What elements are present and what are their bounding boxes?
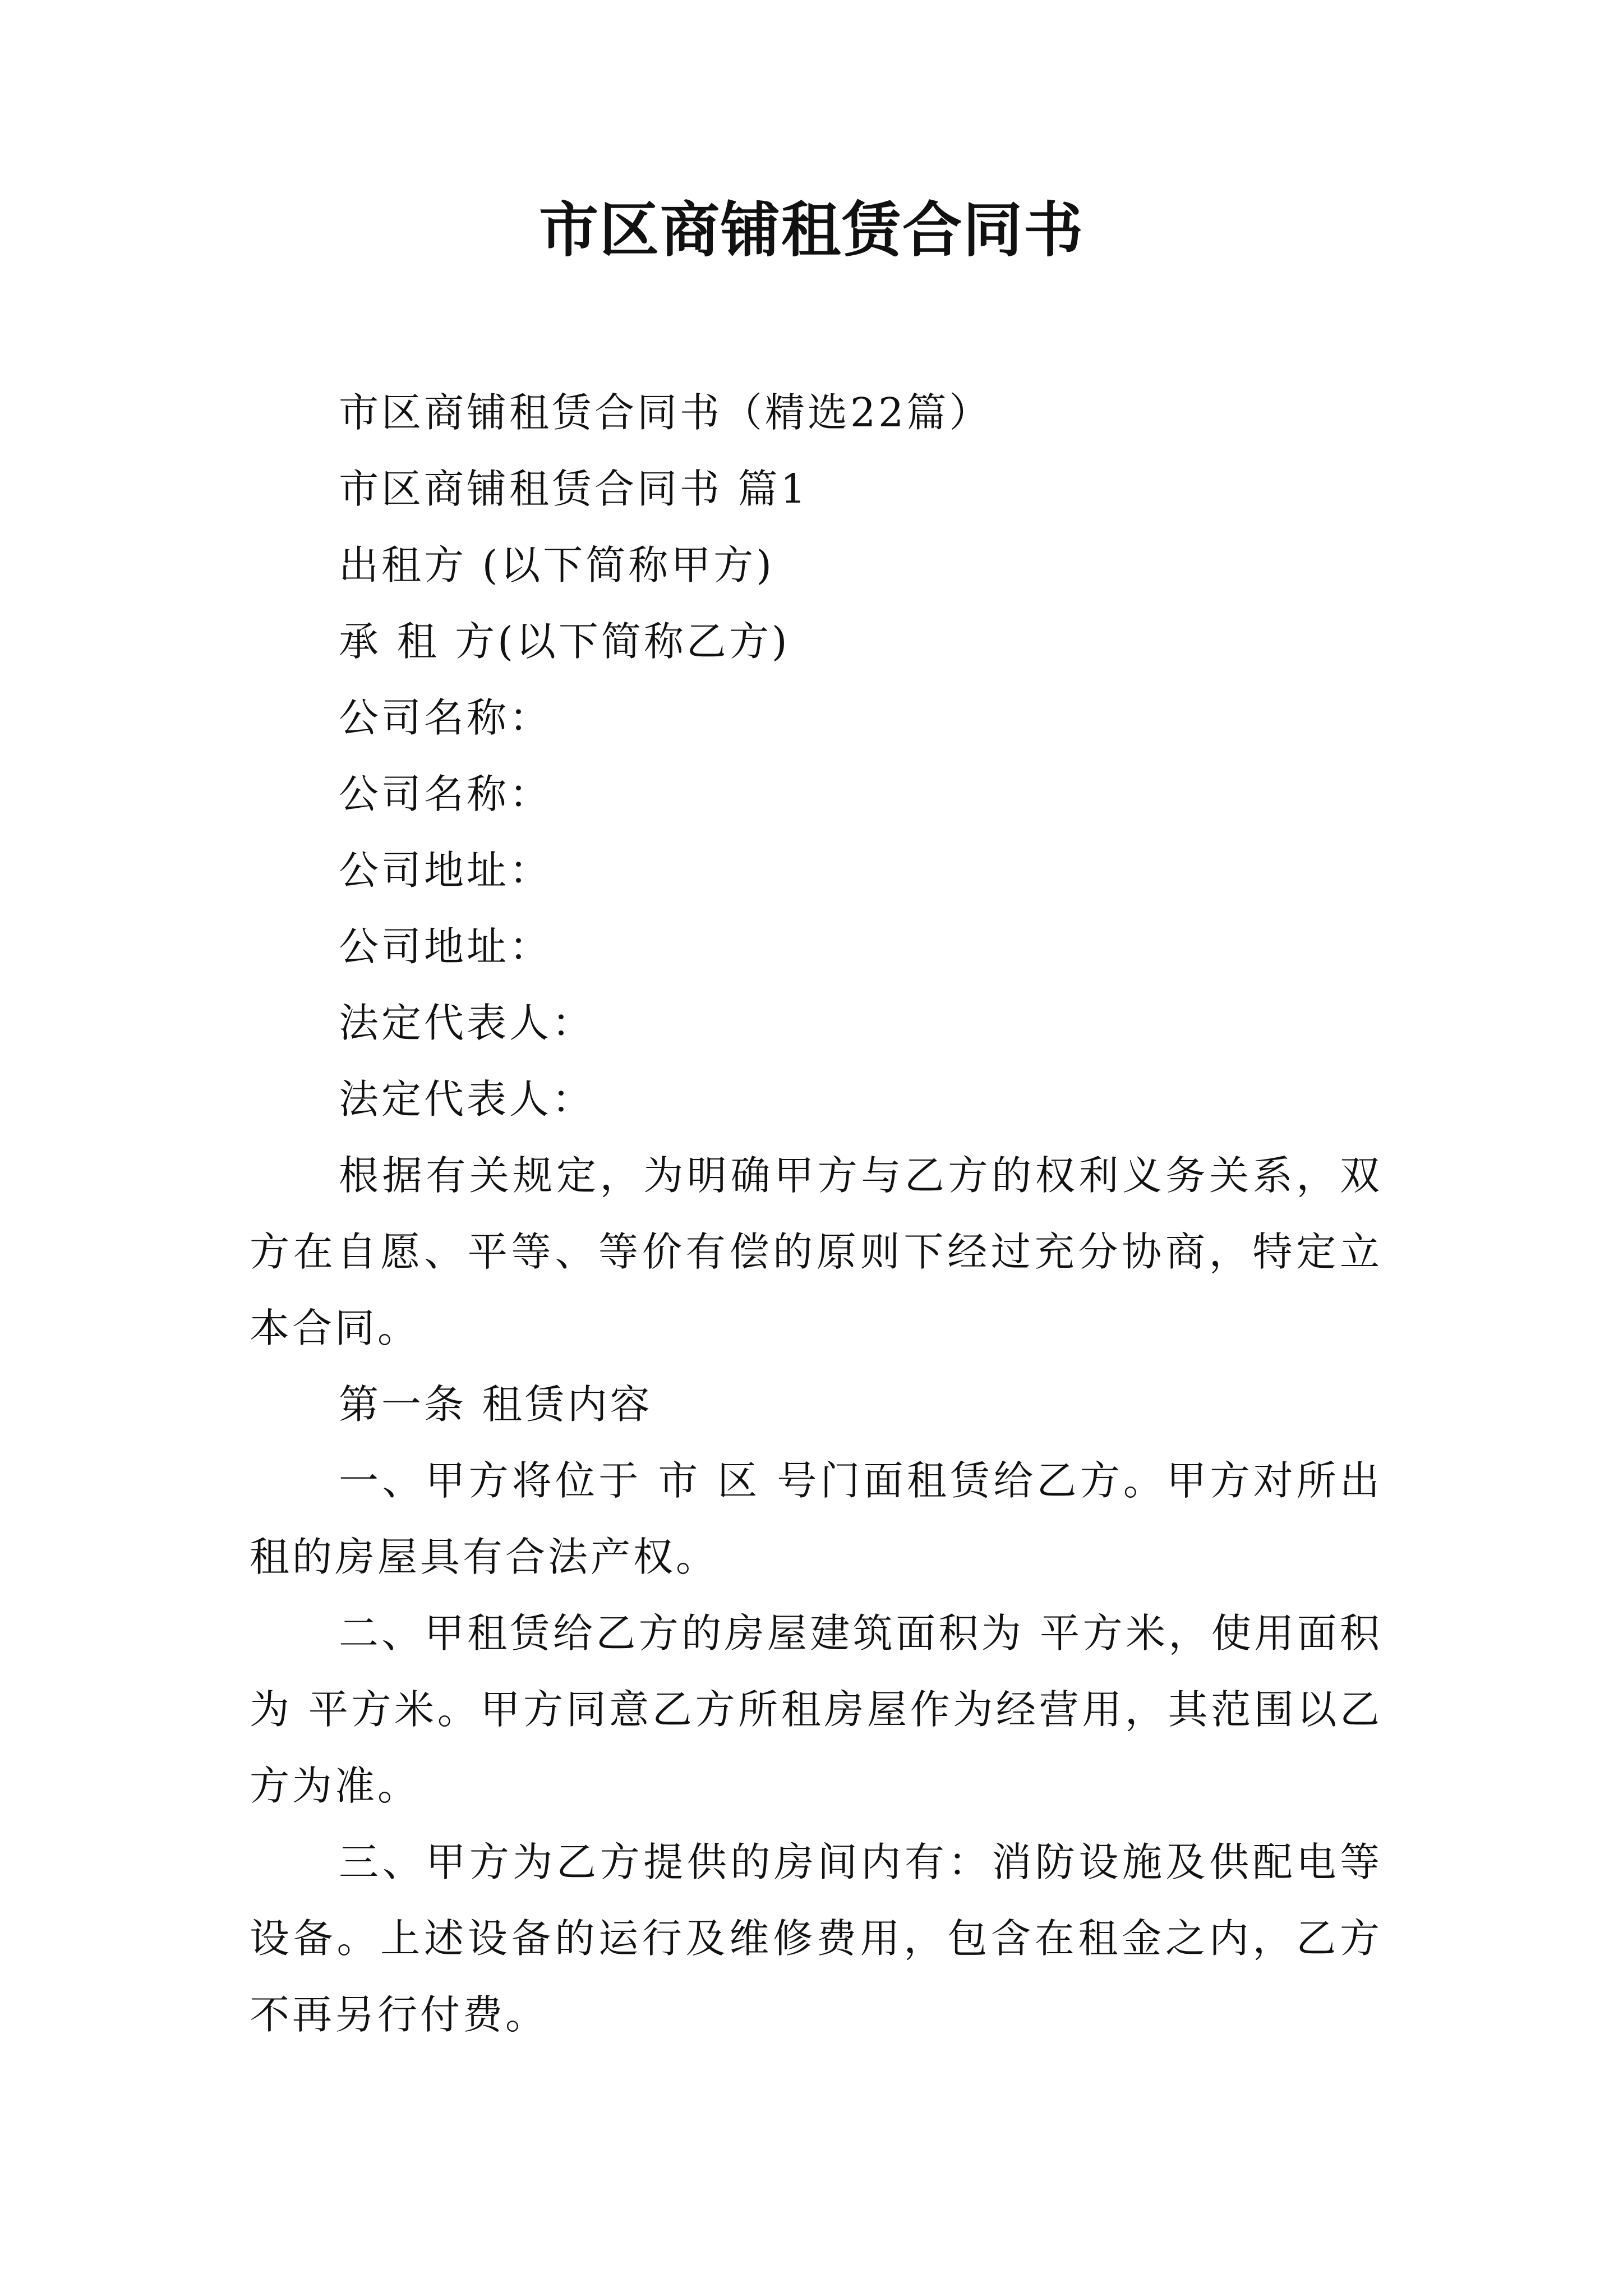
- company-name-line-a: 公司名称：: [339, 694, 552, 741]
- section-heading: 市区商铺租赁合同书 篇1: [339, 466, 809, 512]
- legal-representative-line-b: 法定代表人：: [339, 1076, 595, 1122]
- clause-paragraph: 二、甲租赁给乙方的房屋建筑面积为 平方米，使用面积为 平方米。甲方同意乙方所租房屋作为经营用，其范围以乙方为准。: [250, 1610, 1382, 1809]
- clause-paragraph: 三、甲方为乙方提供的房间内有：消防设施及供配电等设备。上述设备的运行及维修费用，包含在租金之内，乙方不再另行付费。: [250, 1839, 1382, 2038]
- article-heading: 第一条 租赁内容: [339, 1381, 653, 1428]
- company-name-line-b: 公司名称：: [339, 771, 552, 817]
- lessee-line: 承 租 方(以下简称乙方): [339, 618, 790, 665]
- document-body: [250, 375, 1382, 2053]
- legal-representative-line-a: 法定代表人：: [339, 1000, 595, 1046]
- intro-paragraph: 根据有关规定，为明确甲方与乙方的权利义务关系，双方在自愿、平等、等价有偿的原则下经过充分协商，特定立本合同。: [250, 1152, 1382, 1351]
- company-address-line-a: 公司地址：: [339, 847, 552, 894]
- company-address-line-b: 公司地址：: [339, 923, 552, 970]
- document-title: 市区商铺租赁合同书: [539, 195, 1084, 265]
- clause-paragraph: 一、甲方将位于 市 区 号门面租赁给乙方。甲方对所出租的房屋具有合法产权。: [250, 1457, 1382, 1580]
- subtitle-line: 市区商铺租赁合同书（精选22篇）: [339, 389, 992, 436]
- lessor-line: 出租方 (以下简称甲方): [339, 542, 774, 588]
